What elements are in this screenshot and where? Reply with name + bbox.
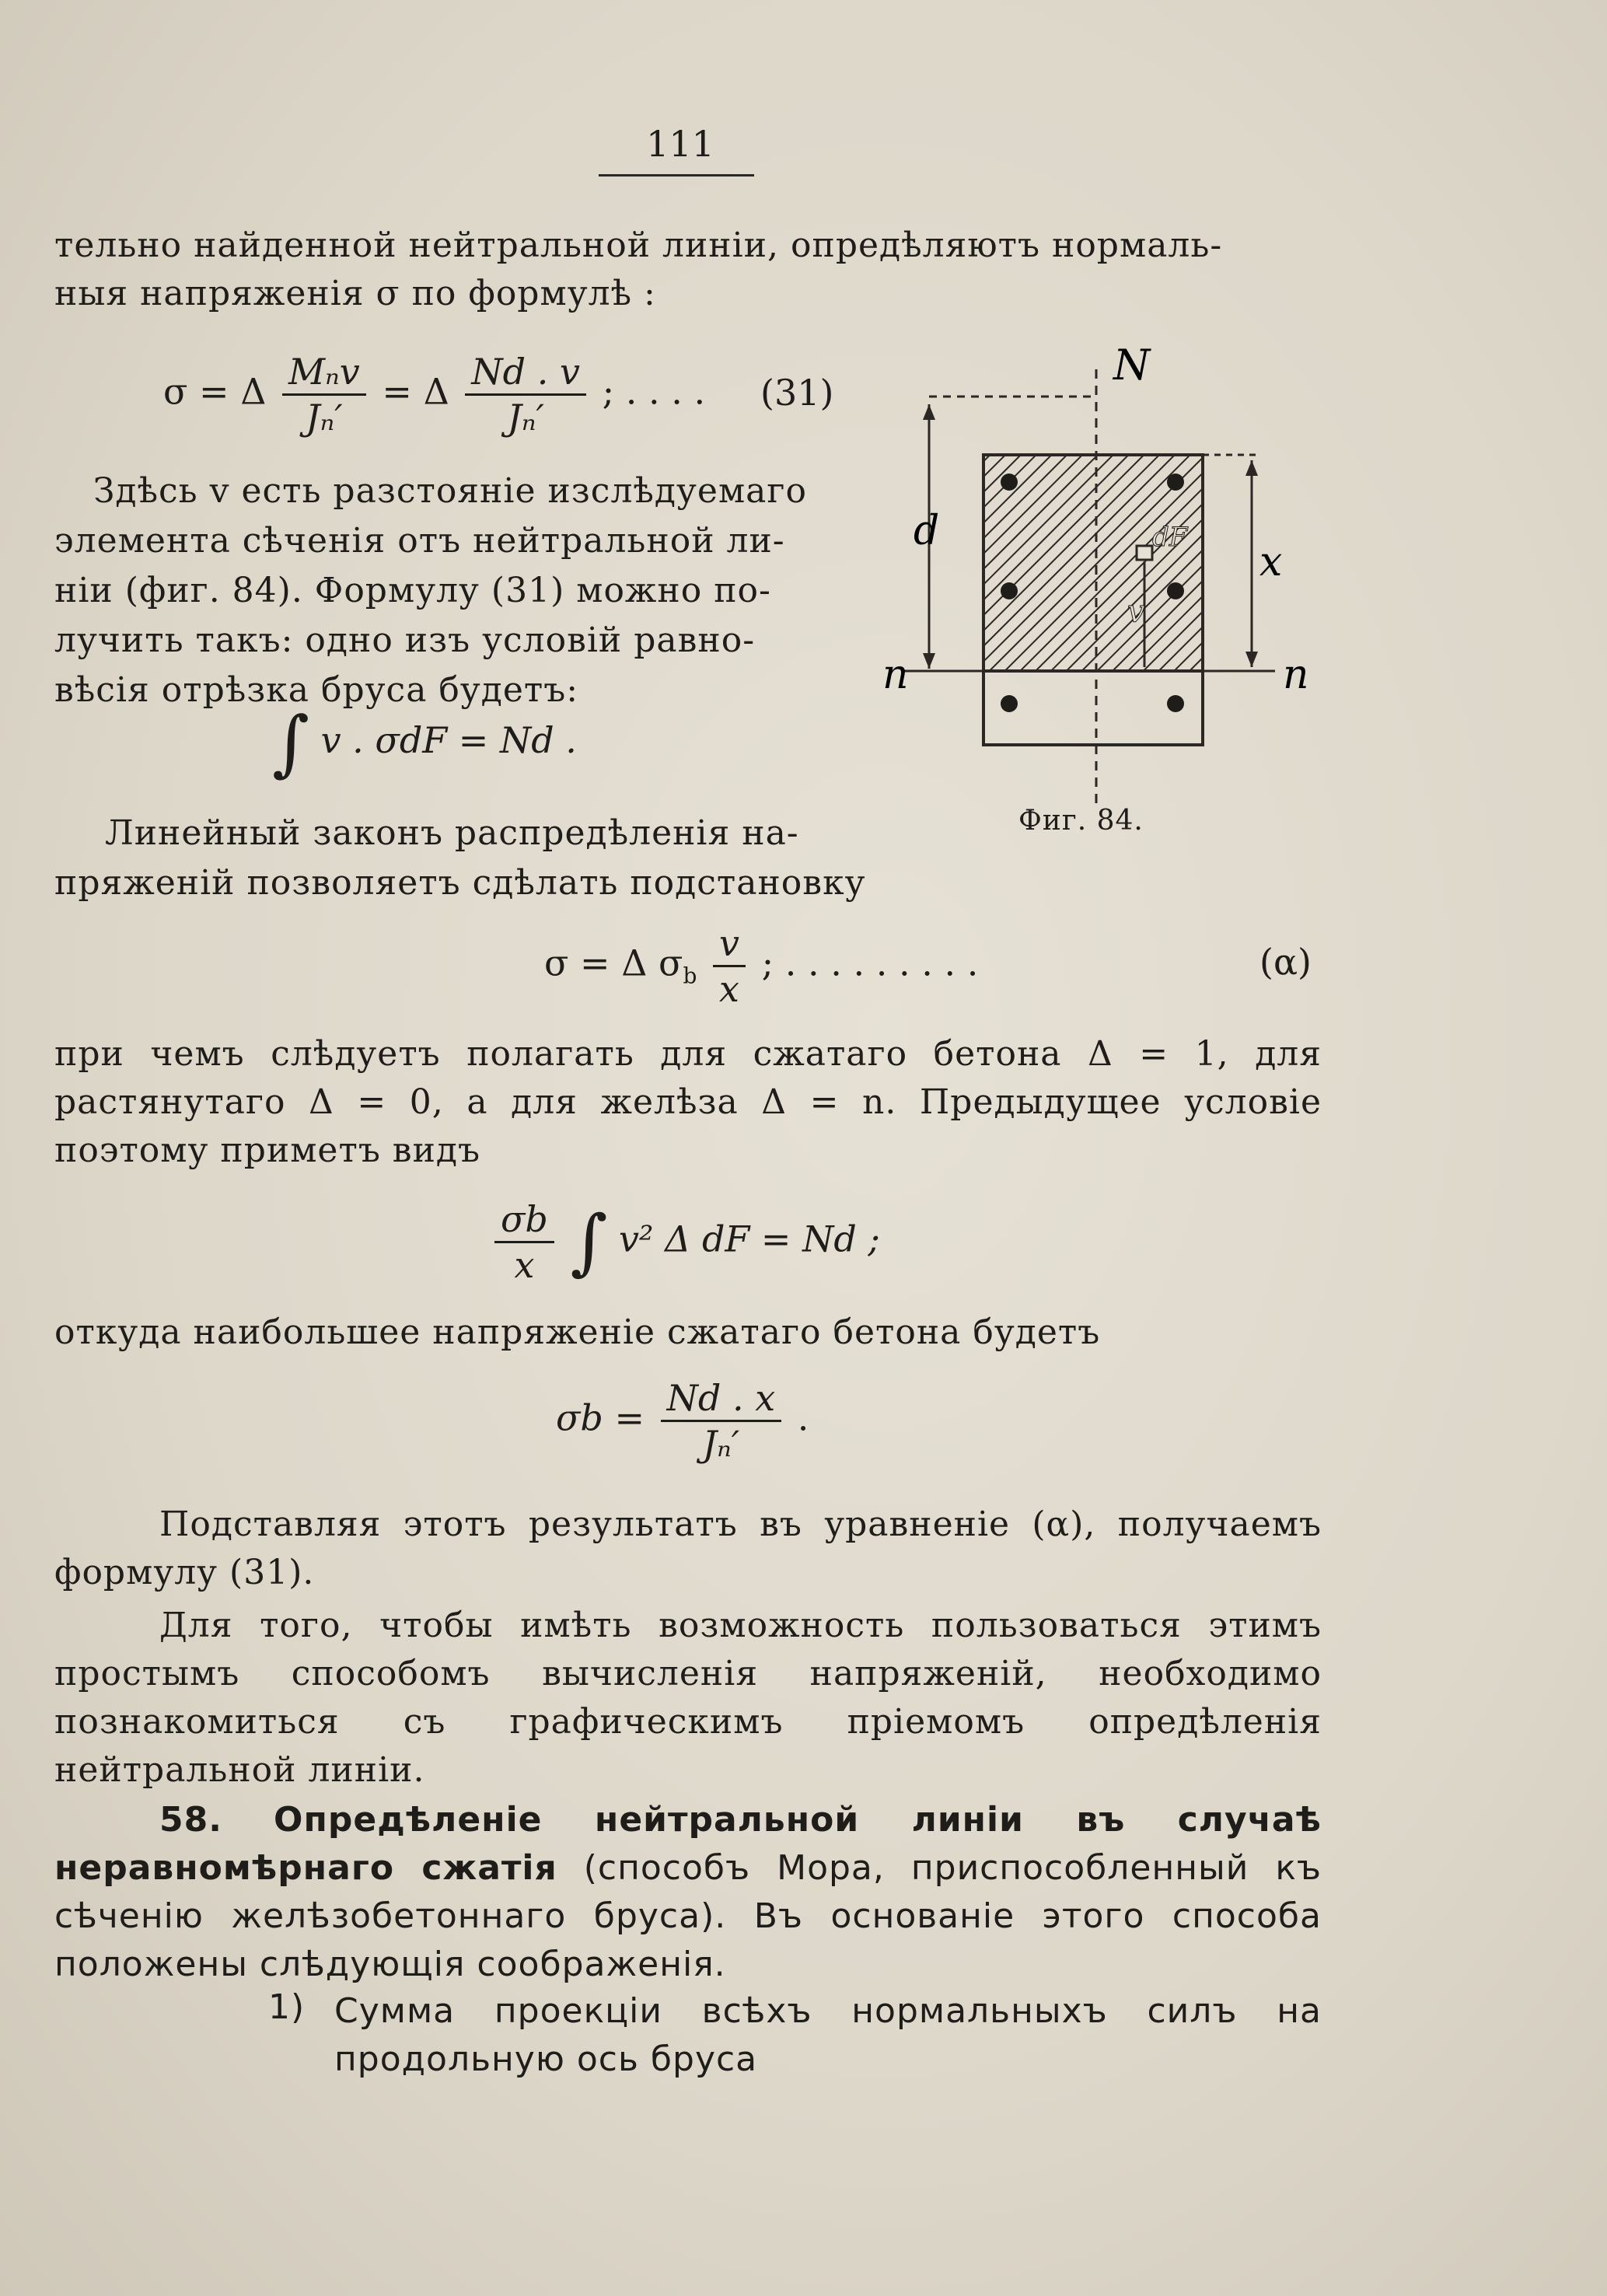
section-58-title: Опредѣленіе нейтральной линіи въ случаѣ неравномѣрнаго сжатія — [54, 1800, 1322, 1888]
para-simple-method: Для того, чтобы имѣть возможность пользоваться этимъ простымъ способомъ вычисленія напряженій, необходимо познакомиться съ графическимъ пріемомъ опредѣленія нейтральной линіи. — [54, 1606, 1322, 1790]
para-lin-line-1: Линейный законъ распредѣленія на- — [105, 813, 799, 853]
equation-alpha — [544, 921, 978, 1011]
d-arrow-bottom — [923, 653, 935, 669]
item-1-number: 1) — [268, 1987, 306, 2027]
figure-caption: Фиг. 84. — [1018, 805, 1144, 837]
eq-cond-numerator: σb — [494, 1197, 554, 1243]
fig-label-dF: dF — [1152, 522, 1188, 553]
integral-sign: ∫ — [272, 701, 309, 785]
d-arrow-top — [923, 404, 935, 420]
fig-label-d: d — [914, 508, 940, 554]
eq-cond-fraction — [494, 1197, 554, 1287]
rebar-bottom-left — [1001, 695, 1018, 712]
eq31-numerator-1: Mₙv — [282, 350, 366, 396]
eq-cond-rhs: v² Δ dF = Nd ; — [619, 1218, 880, 1260]
fig-label-N: N — [1113, 342, 1151, 390]
rebar-top-left — [1001, 474, 1018, 491]
equation-integral — [272, 701, 577, 785]
para-substitution: Подставляя этотъ результатъ въ уравненіе (α), получаемъ формулу (31). — [54, 1504, 1322, 1592]
page-number: 111 — [646, 123, 714, 165]
fig-label-n-left: n — [882, 652, 909, 698]
eq31-fraction-2 — [465, 350, 586, 439]
para-v-line-2: элемента сѣченія отъ нейтральной ли- — [54, 521, 785, 561]
para-v-line-4: лучить такъ: одно изъ условій равно- — [54, 620, 756, 660]
equation-31-number: (31) — [760, 372, 834, 414]
item-1-text: Сумма проекціи всѣхъ нормальныхъ силъ на продольную ось бруса — [334, 1991, 1322, 2079]
para-max-stress: откуда наибольшее напряженіе сжатаго бетона будетъ — [54, 1312, 1101, 1352]
rebar-top-right — [1167, 474, 1184, 491]
eq31-denominator-2: Jₙ′ — [507, 397, 544, 439]
eq-alpha-lhs: σ = Δ σ — [544, 942, 683, 984]
eq-sb-lhs: σb = — [556, 1396, 645, 1439]
equation-condition — [490, 1197, 880, 1287]
eq-sb-denominator: Jₙ′ — [702, 1423, 740, 1465]
eq-sb-end: . — [797, 1396, 809, 1439]
element-dF — [1137, 546, 1152, 560]
para-delta: при чемъ слѣдуетъ полагать для сжатаго бетона Δ = 1, для растянутаго Δ = 0, а для желѣза Δ = n. Предыдущее условіе поэтому приметъ видъ — [54, 1034, 1322, 1170]
integral-sign-2: ∫ — [570, 1200, 608, 1284]
section-58-body: (способъ Мора, приспособленный къ сѣченію желѣзобетоннаго бруса). Въ основаніе этого способа положены слѣдующія соображенія. — [54, 1848, 1322, 1984]
eq-alpha-sub: b — [683, 963, 697, 989]
rebar-mid-left — [1001, 582, 1018, 599]
fig-label-n-right: n — [1283, 652, 1309, 698]
equation-31 — [163, 350, 705, 439]
eq-alpha-fraction — [713, 921, 746, 1011]
eq-sb-fraction — [661, 1376, 782, 1466]
eq-alpha-denominator: x — [719, 968, 739, 1010]
eq-alpha-numerator: v — [713, 921, 746, 967]
intro-line-1: тельно найденной нейтральной линіи, опредѣляютъ нормаль- — [54, 225, 1223, 265]
x-arrow-top — [1245, 460, 1258, 476]
eq31-dots: ; . . . . — [602, 370, 706, 413]
figure-84-cross-section — [871, 342, 1337, 809]
eq31-lhs: σ = Δ — [163, 370, 267, 413]
eq-int-body: v . σdF = Nd . — [320, 719, 577, 761]
eq31-mid: = Δ — [382, 370, 449, 413]
para-v-line-5: вѣсія отрѣзка бруса будетъ: — [54, 670, 579, 710]
section-58-number: 58. — [159, 1800, 222, 1840]
rebar-mid-right — [1167, 582, 1184, 599]
eq-alpha-dots: ; . . . . . . . . . — [761, 942, 979, 984]
rebar-bottom-right — [1167, 695, 1184, 712]
eq31-numerator-2: Nd . v — [465, 350, 586, 396]
para-v-line-1: Здѣсь v есть разстояніе изслѣдуемаго — [93, 471, 807, 511]
section-58 — [54, 1796, 1322, 1989]
eq31-denominator-1: Jₙ′ — [306, 397, 343, 439]
para-lin-line-2: пряженій позволяетъ сдѣлать подстановку — [54, 863, 866, 903]
eq31-fraction-1 — [282, 350, 366, 439]
intro-line-2: ныя напряженія σ по формулѣ : — [54, 274, 656, 313]
fig-label-x: x — [1259, 539, 1283, 585]
x-arrow-bottom — [1245, 652, 1258, 667]
fig-label-v: v — [1127, 594, 1145, 630]
para-v-line-3: ніи (фиг. 84). Формулу (31) можно по- — [54, 571, 771, 610]
equation-alpha-number: (α) — [1259, 941, 1312, 983]
page-number-rule — [599, 174, 754, 176]
eq-cond-denominator: x — [514, 1244, 535, 1286]
equation-sigma-b — [556, 1376, 809, 1466]
eq-sb-numerator: Nd . x — [661, 1376, 782, 1422]
